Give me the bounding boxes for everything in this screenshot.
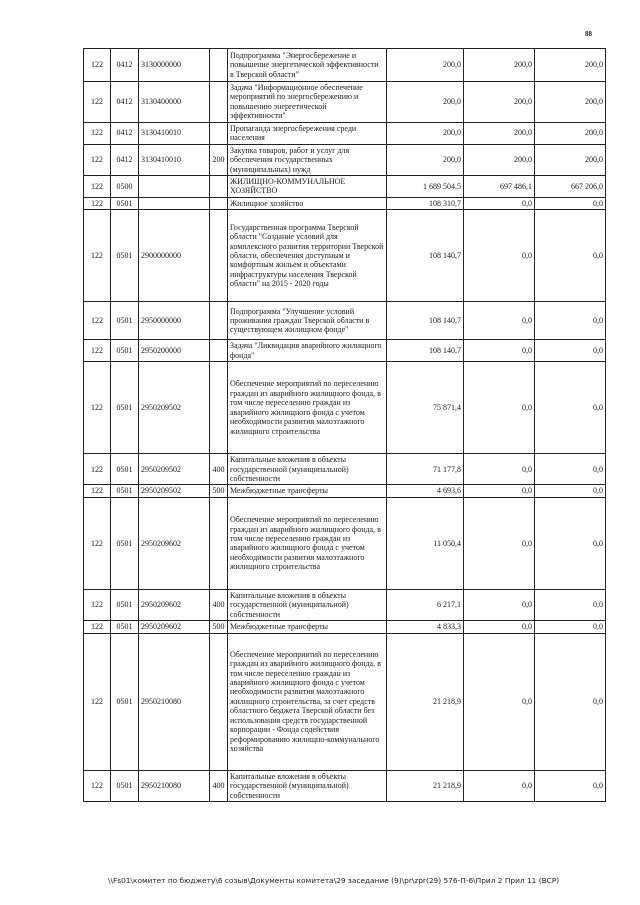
cell-amount-year-3: 0,0 <box>535 497 606 589</box>
budget-table <box>83 48 606 802</box>
cell-vr <box>210 197 228 209</box>
cell-amount-year-1: 108 140,7 <box>387 340 464 362</box>
cell-razdel: 0501 <box>111 589 139 620</box>
cell-amount-year-3: 0,0 <box>535 210 606 302</box>
table-row <box>84 302 606 340</box>
cell-name: ЖИЛИЩНО-КОММУНАЛЬНОЕ ХОЗЯЙСТВО <box>228 175 387 197</box>
cell-vedomstvo: 122 <box>84 144 111 175</box>
cell-amount-year-3: 200,0 <box>535 82 606 123</box>
table-row <box>84 122 606 144</box>
cell-vedomstvo: 122 <box>84 82 111 123</box>
cell-amount-year-3: 200,0 <box>535 49 606 82</box>
table-row <box>84 621 606 633</box>
cell-vr: 400 <box>210 770 228 801</box>
cell-csr: 2950209502 <box>139 485 210 497</box>
cell-razdel: 0501 <box>111 210 139 302</box>
cell-amount-year-1: 21 218,9 <box>387 770 464 801</box>
cell-amount-year-1: 11 050,4 <box>387 497 464 589</box>
cell-amount-year-1: 21 218,9 <box>387 633 464 770</box>
table-row <box>84 497 606 589</box>
cell-razdel: 0501 <box>111 362 139 454</box>
cell-amount-year-2: 0,0 <box>464 362 535 454</box>
cell-vr: 400 <box>210 589 228 620</box>
cell-amount-year-2: 697 486,1 <box>464 175 535 197</box>
cell-amount-year-3: 0,0 <box>535 633 606 770</box>
cell-amount-year-3: 0,0 <box>535 197 606 209</box>
cell-razdel: 0501 <box>111 633 139 770</box>
cell-amount-year-3: 0,0 <box>535 302 606 340</box>
cell-amount-year-2: 0,0 <box>464 197 535 209</box>
cell-razdel: 0412 <box>111 144 139 175</box>
cell-csr: 2950209502 <box>139 454 210 485</box>
cell-name: Капитальные вложения в объекты государственной (муниципальной) собственности <box>228 589 387 620</box>
cell-csr <box>139 175 210 197</box>
cell-vr: 500 <box>210 621 228 633</box>
cell-amount-year-1: 1 689 504,5 <box>387 175 464 197</box>
table-row <box>84 633 606 770</box>
cell-name: Обеспечение мероприятий по переселению граждан из аварийного жилищного фонда, в том числе переселению граждан из аварийного жилищного фонда с учетом необходимости развития малоэтажного жилищного строительства <box>228 497 387 589</box>
table-row <box>84 82 606 123</box>
cell-amount-year-1: 200,0 <box>387 82 464 123</box>
cell-amount-year-2: 0,0 <box>464 340 535 362</box>
cell-csr: 2950209502 <box>139 362 210 454</box>
cell-vedomstvo: 122 <box>84 497 111 589</box>
cell-amount-year-3: 0,0 <box>535 621 606 633</box>
cell-amount-year-2: 200,0 <box>464 82 535 123</box>
cell-vedomstvo: 122 <box>84 302 111 340</box>
file-path-footer: \\Fs01\комитет по бюджету\6 созыв\Документы комитета\29 заседание (9)\pr\zpr(29) 576-П-6\Прил 2 Прил 11 (ВСР) <box>108 876 560 885</box>
cell-amount-year-1: 4 833,3 <box>387 621 464 633</box>
cell-amount-year-2: 0,0 <box>464 497 535 589</box>
cell-vedomstvo: 122 <box>84 454 111 485</box>
cell-razdel: 0412 <box>111 122 139 144</box>
cell-vedomstvo: 122 <box>84 340 111 362</box>
cell-vr <box>210 175 228 197</box>
table-row <box>84 770 606 801</box>
cell-amount-year-1: 75 871,4 <box>387 362 464 454</box>
cell-csr: 2950000000 <box>139 302 210 340</box>
table-row <box>84 210 606 302</box>
cell-amount-year-3: 0,0 <box>535 454 606 485</box>
cell-vedomstvo: 122 <box>84 589 111 620</box>
cell-razdel: 0501 <box>111 485 139 497</box>
cell-amount-year-1: 108 140,7 <box>387 302 464 340</box>
cell-amount-year-1: 200,0 <box>387 144 464 175</box>
cell-amount-year-3: 0,0 <box>535 485 606 497</box>
table-row <box>84 340 606 362</box>
cell-razdel: 0412 <box>111 49 139 82</box>
cell-amount-year-1: 108 310,7 <box>387 197 464 209</box>
cell-csr: 3130400000 <box>139 82 210 123</box>
cell-vedomstvo: 122 <box>84 49 111 82</box>
cell-vedomstvo: 122 <box>84 633 111 770</box>
cell-amount-year-3: 200,0 <box>535 122 606 144</box>
cell-name: Пропаганда энергосбережения среди населения <box>228 122 387 144</box>
cell-name: Капитальные вложения в объекты государственной (муниципальной) собственности <box>228 770 387 801</box>
cell-csr: 2900000000 <box>139 210 210 302</box>
cell-csr: 2950209602 <box>139 497 210 589</box>
cell-name: Обеспечение мероприятий по переселению граждан из аварийного жилищного фонда, в том числе переселению граждан из аварийного жилищного фонда с учетом необходимости развития малоэтажного жилищного строительства, за счет средств областного бюджета Тверской области без использования средств государственной корпорации - Фонда содействия реформированию жилищно-коммунального хозяйства <box>228 633 387 770</box>
cell-vedomstvo: 122 <box>84 122 111 144</box>
budget-table-body <box>84 49 606 802</box>
cell-amount-year-3: 0,0 <box>535 340 606 362</box>
cell-amount-year-2: 0,0 <box>464 770 535 801</box>
cell-amount-year-2: 0,0 <box>464 210 535 302</box>
cell-vedomstvo: 122 <box>84 210 111 302</box>
cell-csr: 3130000000 <box>139 49 210 82</box>
cell-name: Задача "Ликвидация аварийного жилищного фонда" <box>228 340 387 362</box>
cell-amount-year-1: 6 217,1 <box>387 589 464 620</box>
cell-razdel: 0412 <box>111 82 139 123</box>
cell-vr: 200 <box>210 144 228 175</box>
cell-csr <box>139 197 210 209</box>
cell-vr: 500 <box>210 485 228 497</box>
cell-csr: 2950210080 <box>139 633 210 770</box>
cell-razdel: 0501 <box>111 340 139 362</box>
cell-razdel: 0501 <box>111 454 139 485</box>
cell-name: Жилищное хозяйство <box>228 197 387 209</box>
cell-amount-year-2: 0,0 <box>464 485 535 497</box>
cell-vedomstvo: 122 <box>84 362 111 454</box>
cell-name: Обеспечение мероприятий по переселению граждан из аварийного жилищного фонда, в том числе переселению граждан из аварийного жилищного фонда с учетом необходимости развития малоэтажного жилищного строительства <box>228 362 387 454</box>
table-row <box>84 454 606 485</box>
cell-amount-year-1: 4 693,6 <box>387 485 464 497</box>
cell-amount-year-1: 200,0 <box>387 49 464 82</box>
cell-amount-year-2: 0,0 <box>464 633 535 770</box>
cell-razdel: 0501 <box>111 497 139 589</box>
cell-name: Межбюджетные трансферты <box>228 621 387 633</box>
cell-vr <box>210 362 228 454</box>
cell-csr: 2950209602 <box>139 589 210 620</box>
table-row <box>84 175 606 197</box>
table-row <box>84 144 606 175</box>
cell-amount-year-2: 0,0 <box>464 302 535 340</box>
cell-amount-year-3: 200,0 <box>535 144 606 175</box>
cell-csr: 2950209602 <box>139 621 210 633</box>
cell-csr: 2950200000 <box>139 340 210 362</box>
cell-razdel: 0501 <box>111 197 139 209</box>
page-number: 88 <box>585 30 592 38</box>
cell-csr: 2950210080 <box>139 770 210 801</box>
cell-vr: 400 <box>210 454 228 485</box>
cell-amount-year-2: 200,0 <box>464 49 535 82</box>
cell-vr <box>210 497 228 589</box>
cell-amount-year-2: 0,0 <box>464 621 535 633</box>
cell-amount-year-1: 108 140,7 <box>387 210 464 302</box>
cell-amount-year-2: 200,0 <box>464 144 535 175</box>
cell-amount-year-1: 71 177,8 <box>387 454 464 485</box>
cell-vr <box>210 210 228 302</box>
cell-vr <box>210 49 228 82</box>
cell-amount-year-2: 0,0 <box>464 589 535 620</box>
cell-amount-year-3: 0,0 <box>535 362 606 454</box>
cell-amount-year-1: 200,0 <box>387 122 464 144</box>
cell-name: Капитальные вложения в объекты государственной (муниципальной) собственности <box>228 454 387 485</box>
cell-razdel: 0500 <box>111 175 139 197</box>
cell-name: Государственная программа Тверской области "Создание условий для комплексного развития территории Тверской области, обеспечения доступным и комфортным жильем и объектами инфраструктуры населения Тверской области" на 2015 - 2020 годы <box>228 210 387 302</box>
table-row <box>84 589 606 620</box>
cell-name: Задача "Информационное обеспечение мероприятий по энергосбережению и повышению энергетической эффективности" <box>228 82 387 123</box>
cell-vr <box>210 633 228 770</box>
table-row <box>84 485 606 497</box>
cell-razdel: 0501 <box>111 302 139 340</box>
cell-amount-year-3: 0,0 <box>535 770 606 801</box>
cell-vr <box>210 82 228 123</box>
cell-vedomstvo: 122 <box>84 197 111 209</box>
cell-amount-year-3: 667 206,0 <box>535 175 606 197</box>
cell-vr <box>210 122 228 144</box>
table-row <box>84 197 606 209</box>
cell-vedomstvo: 122 <box>84 621 111 633</box>
cell-amount-year-2: 0,0 <box>464 454 535 485</box>
cell-csr: 3130410010 <box>139 144 210 175</box>
table-row <box>84 362 606 454</box>
cell-vedomstvo: 122 <box>84 175 111 197</box>
cell-name: Межбюджетные трансферты <box>228 485 387 497</box>
cell-vr <box>210 302 228 340</box>
cell-amount-year-3: 0,0 <box>535 589 606 620</box>
cell-vedomstvo: 122 <box>84 770 111 801</box>
cell-csr: 3130410010 <box>139 122 210 144</box>
table-row <box>84 49 606 82</box>
cell-name: Подпрограмма "Энергосбережение и повышение энергетической эффективности в Тверской области" <box>228 49 387 82</box>
cell-amount-year-2: 200,0 <box>464 122 535 144</box>
cell-name: Подпрограмма "Улучшение условий проживания граждан Тверской области в существующем жилищном фонде" <box>228 302 387 340</box>
cell-razdel: 0501 <box>111 621 139 633</box>
cell-name: Закупка товаров, работ и услуг для обеспечения государственных (муниципальных) нужд <box>228 144 387 175</box>
cell-vr <box>210 340 228 362</box>
cell-razdel: 0501 <box>111 770 139 801</box>
cell-vedomstvo: 122 <box>84 485 111 497</box>
